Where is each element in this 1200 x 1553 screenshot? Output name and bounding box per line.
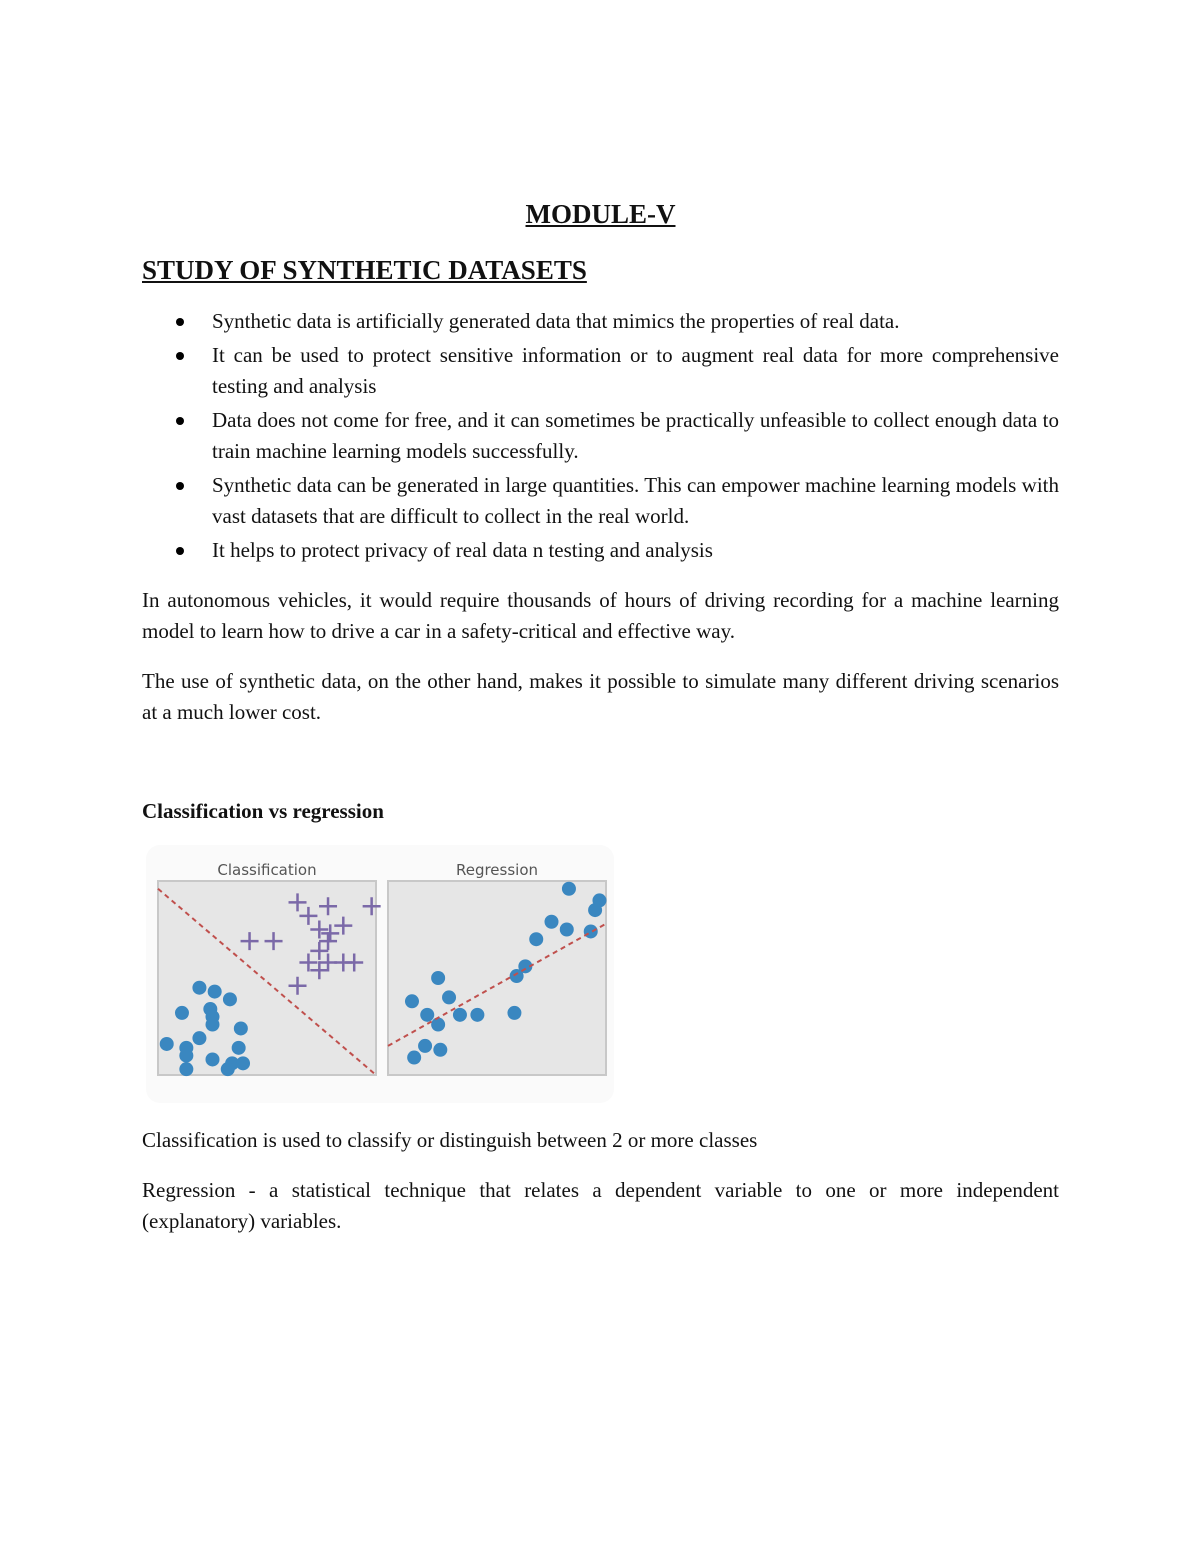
data-point-circle <box>232 1041 246 1055</box>
data-point-circle <box>221 1062 235 1076</box>
figure-svg <box>146 845 614 1103</box>
data-point-circle <box>431 1018 445 1032</box>
data-point-circle <box>433 1043 447 1057</box>
paragraph-synthetic-data: The use of synthetic data, on the other hand, makes it possible to simulate many different driving scenarios at a much lower cost. <box>142 669 1059 724</box>
data-point-circle <box>529 932 543 946</box>
data-point-circle <box>223 992 237 1006</box>
data-point-circle <box>420 1008 434 1022</box>
data-point-circle <box>208 985 222 999</box>
list-item: It can be used to protect sensitive information or to augment real data for more comprehensive testing and analysis <box>212 340 1059 402</box>
data-point-circle <box>560 923 574 937</box>
list-item: Synthetic data can be generated in large quantities. This can empower machine learning models with vast datasets that are difficult to collect in the real world. <box>212 470 1059 532</box>
list-item: Data does not come for free, and it can sometimes be practically unfeasible to collect enough data to train machine learning models successfully. <box>212 405 1059 467</box>
data-point-circle <box>418 1039 432 1053</box>
bullet-icon <box>176 482 184 490</box>
data-point-circle <box>236 1056 250 1070</box>
document-page <box>142 196 1059 1237</box>
data-point-circle <box>206 1052 220 1066</box>
data-point-circle <box>206 1018 220 1032</box>
data-point-circle <box>179 1049 193 1063</box>
data-point-circle <box>179 1062 193 1076</box>
panel-title: Regression <box>455 861 539 879</box>
data-point-circle <box>192 981 206 995</box>
data-point-circle <box>442 990 456 1004</box>
section-title: STUDY OF SYNTHETIC DATASETS <box>142 255 587 285</box>
data-point-circle <box>234 1021 248 1035</box>
bullet-icon <box>176 318 184 326</box>
classification-regression-figure <box>146 845 614 1103</box>
data-point-circle <box>584 924 598 938</box>
data-point-circle <box>431 971 445 985</box>
list-item: Synthetic data is artificially generated data that mimics the properties of real data. <box>212 306 1059 337</box>
data-point-circle <box>545 915 559 929</box>
data-point-circle <box>507 1006 521 1020</box>
bullet-icon <box>176 417 184 425</box>
bullet-icon <box>176 352 184 360</box>
module-title: MODULE-V <box>525 199 676 229</box>
classification-vs-regression-heading: Classification vs regression <box>142 799 384 823</box>
list-item: It helps to protect privacy of real data n testing and analysis <box>212 535 1059 566</box>
classification-caption: Classification is used to classify or distinguish between 2 or more classes <box>142 1128 758 1152</box>
data-point-circle <box>160 1037 174 1051</box>
data-point-circle <box>562 882 576 896</box>
data-point-circle <box>470 1008 484 1022</box>
data-point-circle <box>175 1006 189 1020</box>
regression-caption: Regression - a statistical technique that relates a dependent variable to one or more independent (explanatory) variables. <box>142 1178 1059 1233</box>
data-point-circle <box>453 1008 467 1022</box>
paragraph-autonomous-vehicles: In autonomous vehicles, it would require thousands of hours of driving recording for a machine learning model to learn how to drive a car in a safety-critical and effective way. <box>142 588 1059 643</box>
data-point-circle <box>588 903 602 917</box>
data-point-circle <box>405 994 419 1008</box>
bullet-icon <box>176 547 184 555</box>
panel-title: Classification <box>217 861 317 879</box>
data-point-circle <box>407 1051 421 1065</box>
bullet-list <box>142 306 1059 566</box>
data-point-circle <box>192 1031 206 1045</box>
